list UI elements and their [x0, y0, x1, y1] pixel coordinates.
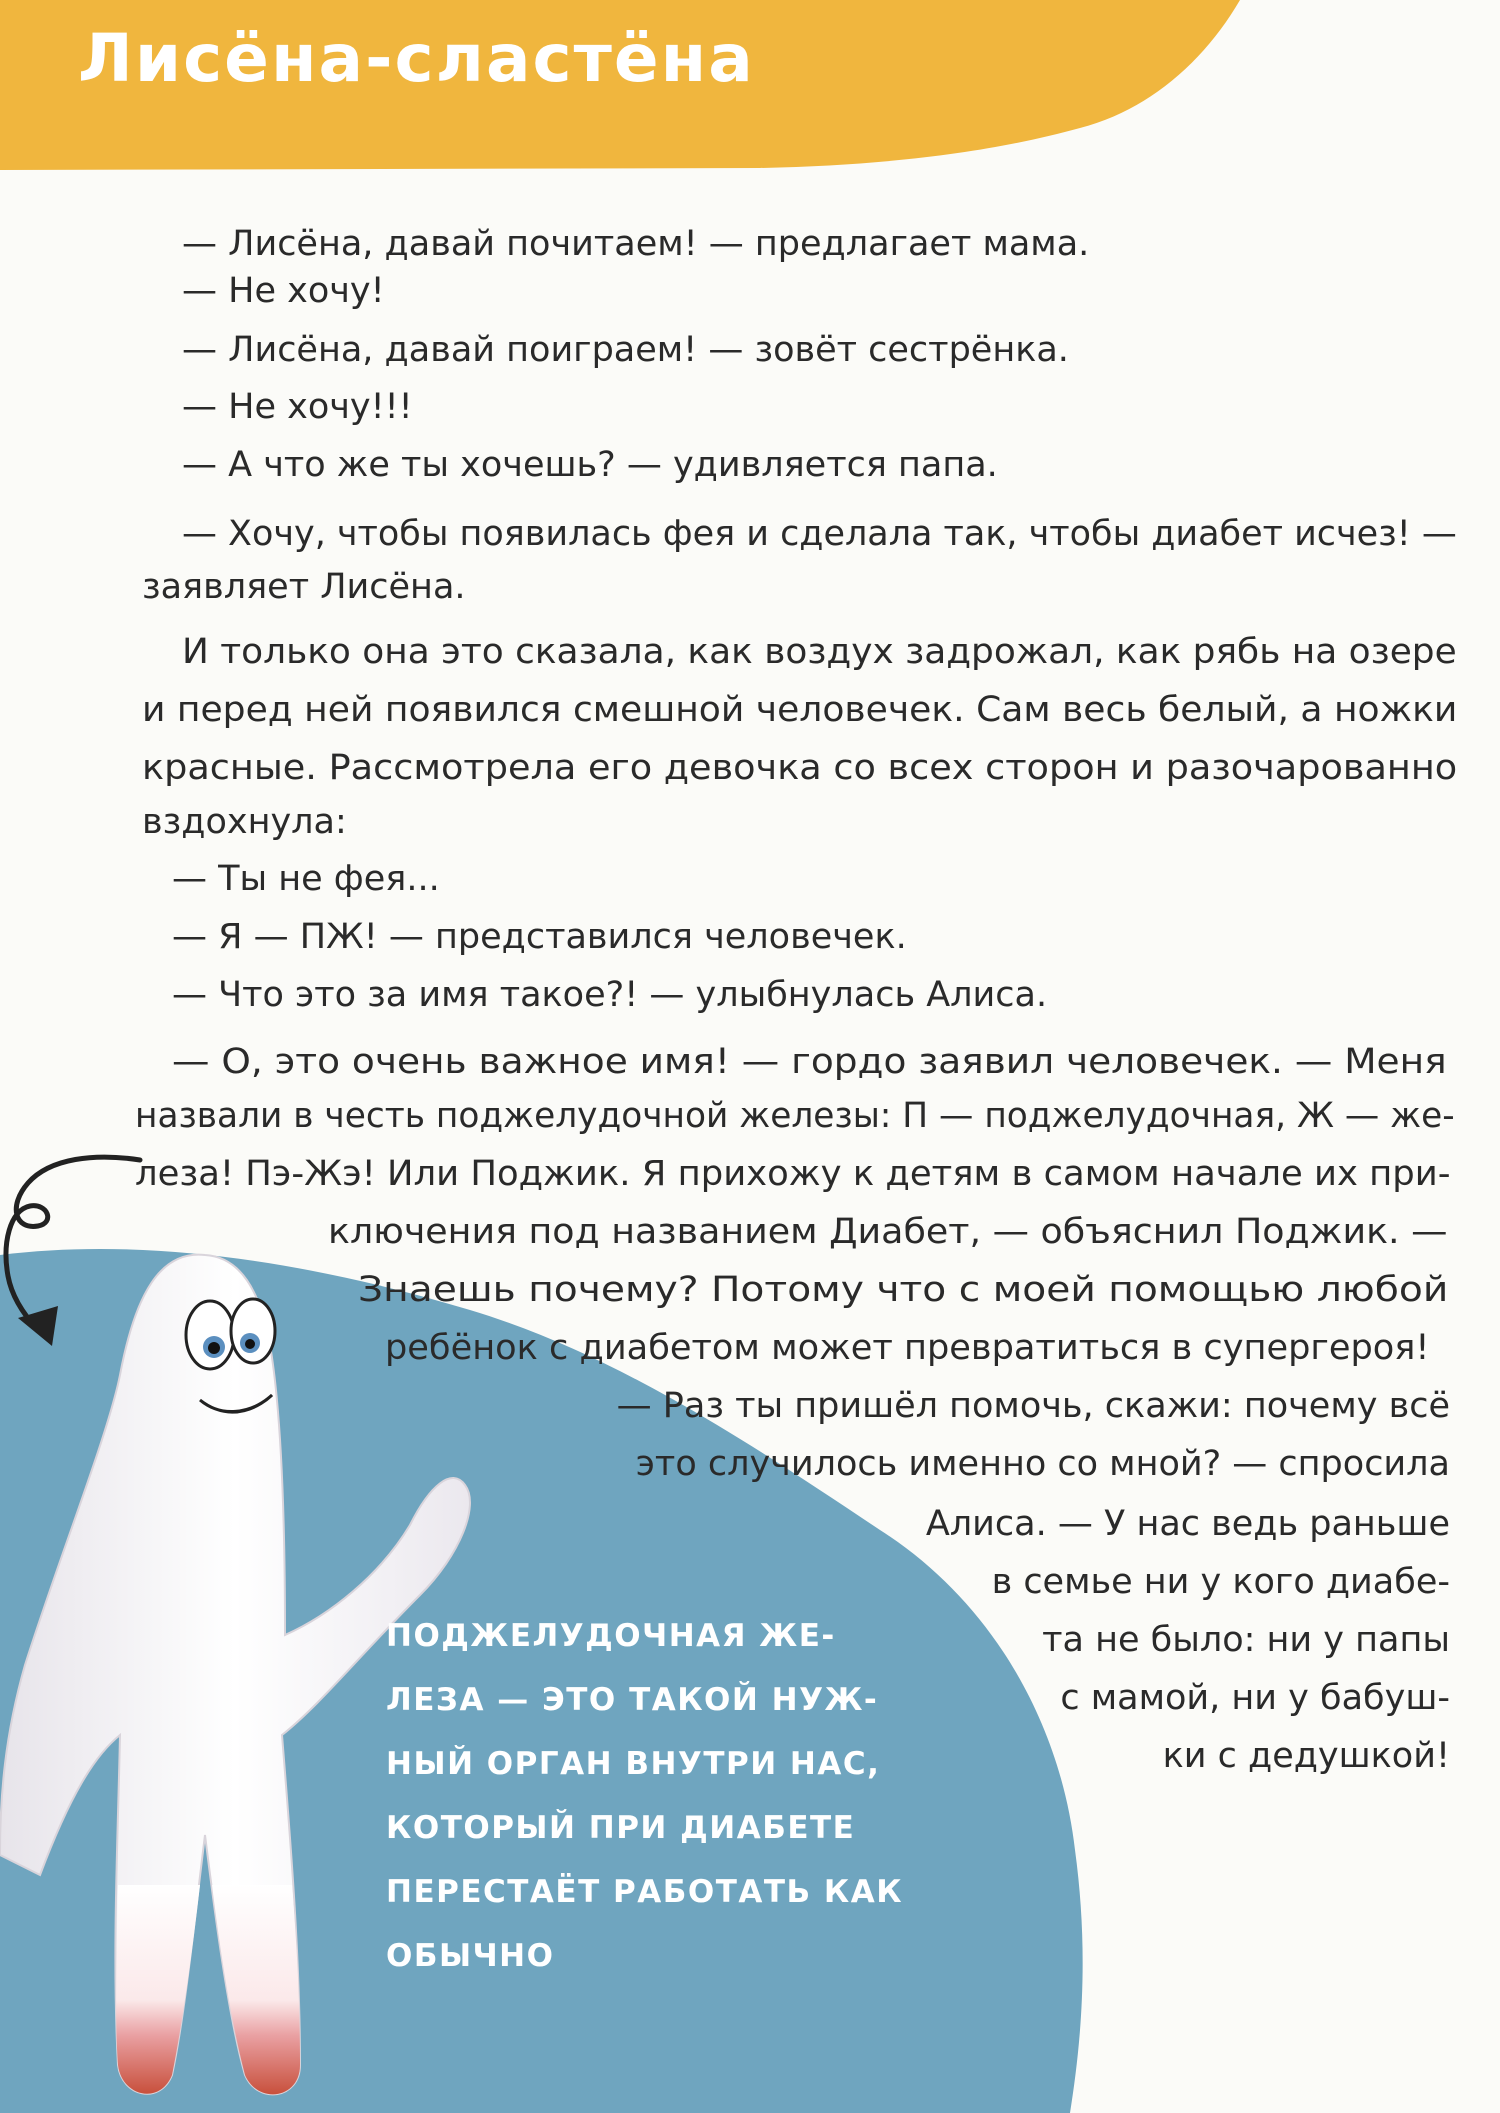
- story-line: — А что же ты хочешь? — удивляется папа.: [182, 445, 998, 485]
- page-title: Лисёна-сластёна: [78, 20, 755, 97]
- story-line: заявляет Лисёна.: [142, 567, 466, 607]
- story-line: ки с дедушкой!: [1162, 1736, 1450, 1776]
- info-line: ОБЫЧНО: [386, 1938, 555, 1974]
- story-line: — Я — ПЖ! — представился человечек.: [172, 917, 907, 957]
- story-line: — Не хочу!!!: [182, 387, 413, 427]
- story-line: Алиса. — У нас ведь раньше: [925, 1504, 1450, 1544]
- story-line: — Лисёна, давай почитаем! — предлагает мама.: [182, 224, 1090, 264]
- story-line: — Не хочу!: [182, 271, 385, 311]
- story-line: — Что это за имя такое?! — улыбнулась Алиса.: [172, 975, 1048, 1015]
- story-line: назвали в честь поджелудочной железы: П — поджелудочная, Ж — же-: [135, 1096, 1455, 1136]
- story-line: с мамой, ни у бабуш-: [1060, 1678, 1450, 1718]
- story-line: ключения под названием Диабет, — объяснил Поджик. —: [328, 1212, 1448, 1252]
- story-line: — Ты не фея...: [172, 859, 440, 899]
- story-line: леза! Пэ-Жэ! Или Поджик. Я прихожу к детям в самом начале их при-: [135, 1154, 1451, 1194]
- story-line: красные. Рассмотрела его девочка со всех сторон и разочарованно: [142, 748, 1458, 788]
- story-line: ребёнок с диабетом может превратиться в супергероя!: [385, 1328, 1430, 1368]
- info-line: НЫЙ ОРГАН ВНУТРИ НАС,: [386, 1746, 881, 1782]
- story-line: — О, это очень важное имя! — гордо заявил человечек. — Меня: [172, 1042, 1447, 1082]
- info-line: ЛЕЗА — ЭТО ТАКОЙ НУЖ-: [386, 1682, 879, 1718]
- story-line: Знаешь почему? Потому что с моей помощью любой: [358, 1270, 1449, 1310]
- story-line: та не было: ни у папы: [1042, 1620, 1450, 1660]
- story-line: — Раз ты пришёл помочь, скажи: почему всё: [616, 1386, 1450, 1426]
- info-line: ПЕРЕСТАЁТ РАБОТАТЬ КАК: [386, 1874, 904, 1910]
- story-line: это случилось именно со мной? — спросила: [635, 1444, 1450, 1484]
- story-line: И только она это сказала, как воздух задрожал, как рябь на озере: [182, 632, 1457, 672]
- story-line: — Лисёна, давай поиграем! — зовёт сестрёнка.: [182, 330, 1069, 370]
- story-line: — Хочу, чтобы появилась фея и сделала так, чтобы диабет исчез! —: [182, 514, 1457, 554]
- story-line: и перед ней появился смешной человечек. Сам весь белый, а ножки: [142, 690, 1458, 730]
- info-line: КОТОРЫЙ ПРИ ДИАБЕТЕ: [386, 1810, 856, 1846]
- story-line: вздохнула:: [142, 802, 347, 842]
- info-line: ПОДЖЕЛУДОЧНАЯ ЖЕ-: [386, 1618, 836, 1654]
- story-line: в семье ни у кого диабе-: [991, 1562, 1450, 1602]
